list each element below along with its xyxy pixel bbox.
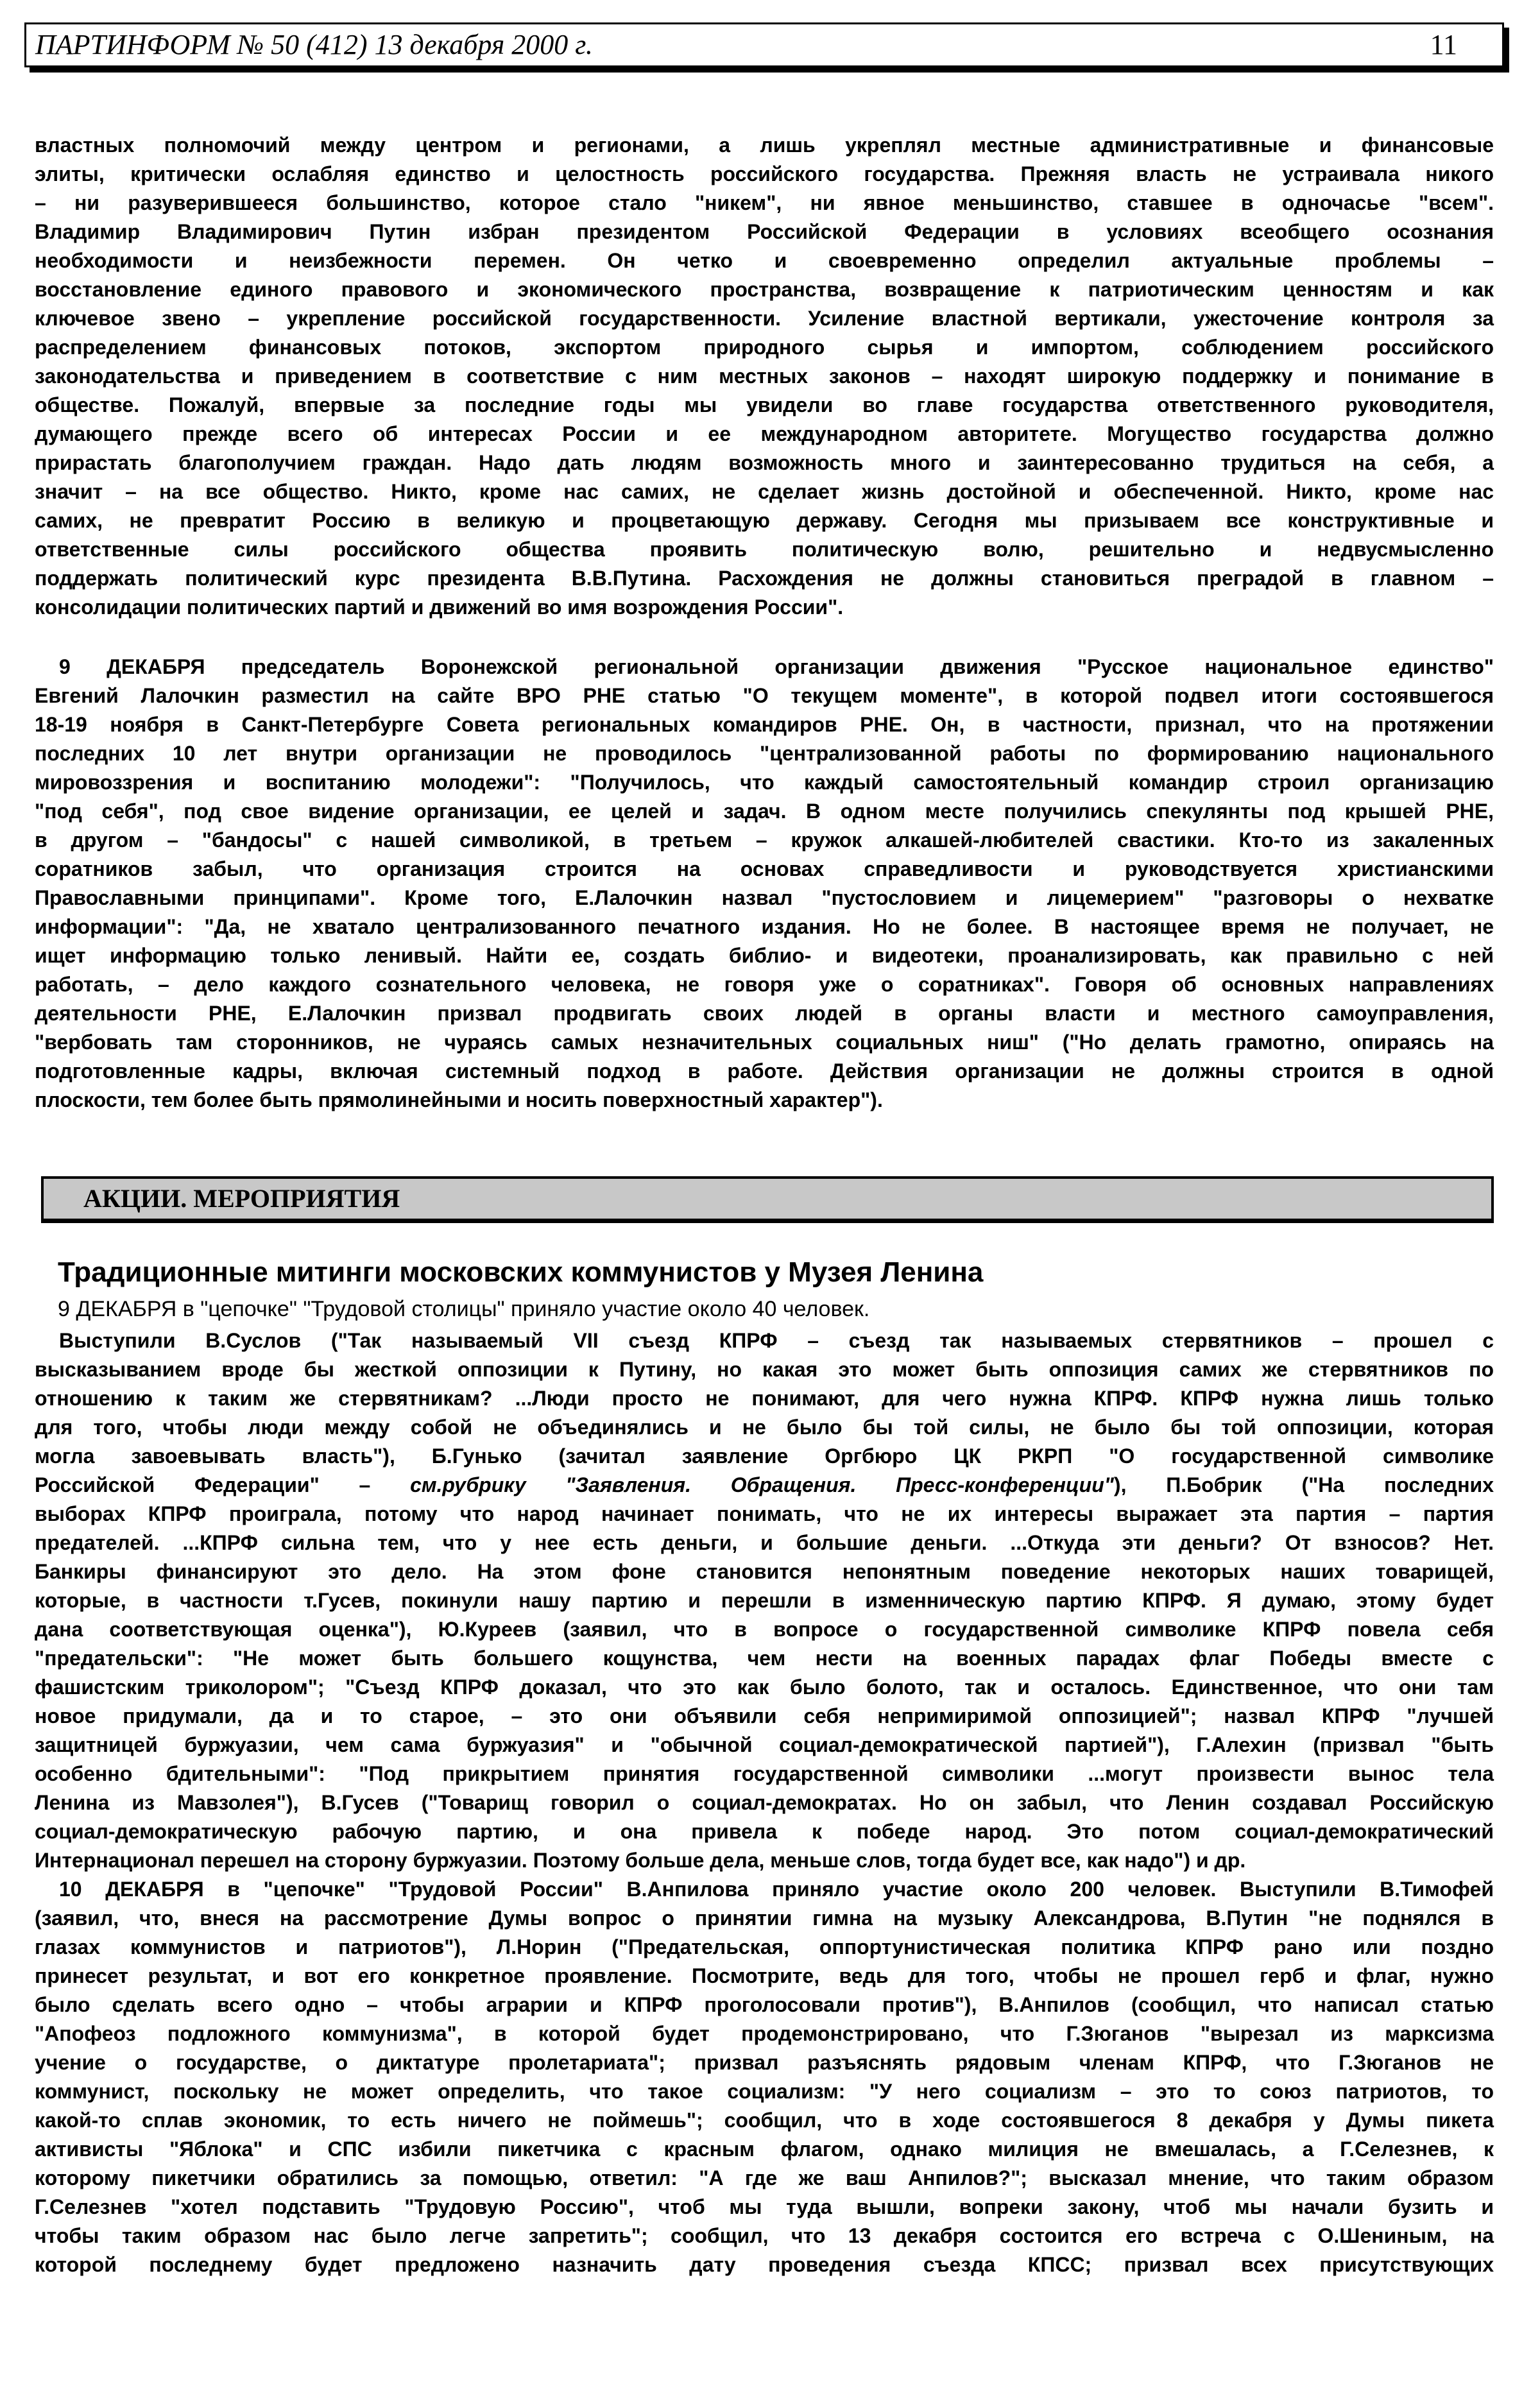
text-line: (заявил, что, внеся на рассмотрение Думы вопрос о принятии гимна на музыку Александрова, В.Путин "не поднялся в: [35, 1906, 1494, 1930]
text-line: Интернационал перешел на сторону буржуазии. Поэтому больше дела, меньше слов, тогда будет все, как надо") и др.: [35, 1849, 1246, 1872]
section-title: АКЦИИ. МЕРОПРИЯТИЯ: [83, 1184, 400, 1213]
text-line: 10 ДЕКАБРЯ в "цепочке" "Трудовой России" В.Анпилова приняло участие около 200 человек. Выступили В.Тимофей: [59, 1878, 1494, 1901]
text-line: распределением финансовых потоков, экспортом природного сырья и импортом, соблюдением российского: [35, 336, 1494, 359]
text-line: поддержать политический курс президента В.В.Путина. Расхождения не должны становиться преградой в главном –: [35, 567, 1494, 590]
text-line: плоскости, тем более быть прямолинейными и носить поверхностный характер").: [35, 1088, 883, 1111]
text-line: в другом – "бандосы" с нашей символикой, в третьем – кружок алкашей-любителей свастики. Кто-то из закаленных: [35, 828, 1494, 852]
article-text-top: [35, 131, 1494, 1115]
text-line: которому пикетчики обратились за помощью, ответил: "А где же ваш Анпилов?"; высказал мнение, что таким образом: [35, 2166, 1494, 2189]
text-line: новое придумали, да и то старое, – это они объявили себя непримиримой оппозицией"; назвал КПРФ "лучшей: [35, 1704, 1494, 1727]
text-line: обществе. Пожалуй, впервые за последние годы мы увидели во главе государства ответственного руководителя,: [35, 393, 1494, 416]
text-line: чтобы таким образом нас было легче запретить"; сообщил, что 13 декабря состоится его встреча с О.Шениным, на: [35, 2224, 1494, 2247]
text-line: коммунист, поскольку не может определить, что такое социализм: "У него социализм – это то союз патриотов, то: [35, 2080, 1494, 2103]
text-line: – ни разуверившееся большинство, которое стало "никем", ни явное меньшинство, ставшее в одночасье "всем".: [35, 191, 1494, 214]
text-line: деятельности РНЕ, Е.Лалочкин призвал продвигать своих людей в органы власти и местного самоуправления,: [35, 1002, 1494, 1025]
text-line: Г.Селезнев "хотел подставить "Трудовую Россию", чтоб мы туда вышли, вопреки закону, чтоб мы начали бузить и: [35, 2195, 1494, 2218]
text-line: самих, не превратит Россию в великую и процветающую державу. Сегодня мы призываем все конструктивные и: [35, 509, 1494, 532]
text-line: Ленина из Мавзолея"), В.Гусев ("Товарищ говорил о социал-демократах. Но он забыл, что Ленин создавал Российскую: [35, 1791, 1494, 1814]
text-line: социал-демократическую рабочую партию, и она привела к победе народ. Это потом социал-демократический: [35, 1820, 1494, 1843]
text-line: предателей. ...КПРФ сильна тем, что у нее есть деньги, и большие деньги. ...Откуда эти деньги? От взносов? Нет.: [35, 1531, 1494, 1554]
text-line: для того, чтобы люди между собой не объединялись и не было бы той силы, не было бы той оппозиции, которая: [35, 1416, 1494, 1439]
article-subtitle: 9 ДЕКАБРЯ в "цепочке" "Трудовой столицы" приняло участие около 40 человек.: [58, 1297, 870, 1321]
text-line: могла завоевывать власть"), Б.Гунько (зачитал заявление Оргбюро ЦК РКРП "О государственной символике: [35, 1444, 1494, 1468]
text-line: высказыванием вроде бы жесткой оппозиции к Путину, но какая это может быть оппозиция самих же стервятников по: [35, 1358, 1494, 1381]
page-header: [24, 22, 1504, 67]
text-line: работать, – дело каждого сознательного человека, не говоря уже о соратниках". Говоря об основных направлениях: [35, 973, 1494, 996]
section-header: [41, 1176, 1494, 1223]
text-line: Православными принципами". Кроме того, Е.Лалочкин назвал "пустословием и лицемерием" "разговоры о нехватке: [35, 886, 1494, 909]
text-line: было сделать всего одно – чтобы аграрии и КПРФ проголосовали против"), В.Анпилов (сообщил, что написал статью: [35, 1993, 1494, 2016]
text-line: мировоззрения и воспитанию молодежи": "Получилось, что каждый самостоятельный командир строил организацию: [35, 771, 1494, 794]
article-title: Традиционные митинги московских коммунистов у Музея Ленина: [58, 1256, 984, 1288]
article-text-bottom: [35, 1326, 1494, 2279]
text-segment: ), П.Бобрик ("На последних: [1113, 1473, 1494, 1496]
text-line: которой последнему будет предложено назначить дату проведения съезда КПСС; призвал всех присутствующих: [35, 2253, 1494, 2276]
paragraph: [35, 1326, 1494, 1875]
text-line: глазах коммунистов и патриотов"), Л.Норин ("Предательская, оппортунистическая политика КПРФ рано или поздно: [35, 1935, 1494, 1958]
text-line: Банкиры финансируют это дело. На этом фоне становится непонятным поведение некоторых наших товарищей,: [35, 1560, 1494, 1583]
page-number: 11: [1430, 29, 1457, 60]
text-line: властных полномочий между центром и регионами, а лишь укреплял местные административные и финансовые: [35, 133, 1494, 157]
text-line: соратников забыл, что организация строится на основах справедливости и руководствуется христианскими: [35, 857, 1494, 880]
text-line: ищет информацию только ленивый. Найти ее, создать библио- и видеотеки, проанализировать, как правильно с ней: [35, 944, 1494, 967]
text-line: ответственные силы российского общества проявить политическую волю, решительно и недвусмысленно: [35, 538, 1494, 561]
paragraph: [35, 131, 1494, 622]
text-line: необходимости и неизбежности перемен. Он четко и своевременно определил актуальные проблемы –: [35, 249, 1494, 272]
text-line: элиты, критически ослабляя единство и целостность российского государства. Прежняя власть не устраивала никого: [35, 162, 1494, 185]
text-line: выборах КПРФ проиграла, потому что народ начинает понимать, что не их интересы выражает эта партия – партия: [35, 1502, 1494, 1525]
text-line: фашистским триколором"; "Съезд КПРФ доказал, что это как было болото, так и осталось. Единственное, что они там: [35, 1675, 1494, 1699]
italic-reference: см.рубрику "Заявления. Обращения. Пресс-конференции": [410, 1473, 1114, 1496]
text-line: "вербовать там сторонников, не чураясь самых незначительных социальных ниш" ("Но делать грамотно, опираясь на: [35, 1031, 1494, 1054]
text-line: дана соответствующая оценка"), Ю.Куреев (заявил, что в вопросе о государственной символике КПРФ повела себя: [35, 1618, 1494, 1641]
text-line: [35, 1471, 1494, 1500]
paragraph: [35, 653, 1494, 1115]
text-line: последних 10 лет внутри организации не проводилось "централизованной работы по формированию национального: [35, 742, 1494, 765]
publication-title: ПАРТИНФОРМ № 50 (412) 13 декабря 2000 г.: [35, 29, 593, 60]
text-line: "под себя", под свое видение организации, ее целей и задач. В одном месте получились спекулянты под крышей РНЕ,: [35, 800, 1494, 823]
text-line: "предательски": "Не может быть большего кощунства, чем нести на военных парадах флаг Победы вместе с: [35, 1647, 1494, 1670]
text-line: законодательства и приведением в соответствие с ним местных законов – находят широкую поддержку и понимание в: [35, 364, 1494, 388]
text-line: "Апофеоз подложного коммунизма", в которой будет продемонстрировано, что Г.Зюганов "вырезал из марксизма: [35, 2022, 1494, 2045]
text-line: консолидации политических партий и движений во имя возрождения России".: [35, 596, 844, 619]
text-line: активисты "Яблока" и СПС избили пикетчика с красным флагом, однако милиция не вмешалась, а Г.Селезнев, к: [35, 2138, 1494, 2161]
text-line: Евгений Лалочкин разместил на сайте ВРО РНЕ статью "О текущем моменте", в которой подвел итоги состоявшегося: [35, 684, 1494, 707]
text-line: значит – на все общество. Никто, кроме нас самих, не сделает жизнь достойной и обеспеченной. Никто, кроме нас: [35, 480, 1494, 503]
text-line: принесет результат, и вот его конкретное проявление. Посмотрите, ведь для того, чтобы не прошел герб и флаг, нужно: [35, 1964, 1494, 1987]
text-line: которые, в частности т.Гусев, покинули нашу партию и перешли в изменническую партию КПРФ. Я думаю, этому будет: [35, 1589, 1494, 1612]
text-line: какой-то сплав экономик, то есть ничего не поймешь"; сообщил, что в ходе состоявшегося 8 декабря у Думы пикета: [35, 2109, 1494, 2132]
text-line: подготовленные кадры, включая системный подход в работе. Действия организации не должны строится в одной: [35, 1059, 1494, 1083]
text-line: информации": "Да, не хватало централизованного печатного издания. Но не более. В настоящее время не получает, не: [35, 915, 1494, 938]
text-segment: Российской Федерации" –: [35, 1473, 411, 1496]
text-line: учение о государстве, о диктатуре пролетариата"; призвал разъяснять рядовым членам КПРФ, что Г.Зюганов не: [35, 2051, 1494, 2074]
text-line: защитницей буржуазии, чем сама буржуазия" и "обычной социал-демократической партией"), Г.Алехин (призвал "быть: [35, 1733, 1494, 1756]
text-line: думающего прежде всего об интересах России и ее международном авторитете. Могущество государства должно: [35, 422, 1494, 445]
text-line: Выступили В.Суслов ("Так называемый VII съезд КПРФ – съезд так называемых стервятников – прошел с: [59, 1329, 1494, 1352]
text-line: прирастать благополучием граждан. Надо дать людям возможность много и заинтересованно трудиться на себя, а: [35, 451, 1494, 474]
text-line: Владимир Владимирович Путин избран президентом Российской Федерации в условиях всеобщего осознания: [35, 220, 1494, 243]
text-line: особенно бдительными": "Под прикрытием принятия государственной символики ...могут произвести вынос тела: [35, 1762, 1494, 1785]
text-line: отношению к таким же стервятникам? ...Люди просто не понимают, для чего нужна КПРФ. КПРФ нужна лишь только: [35, 1387, 1494, 1410]
text-line: 18-19 ноября в Санкт-Петербурге Совета региональных командиров РНЕ. Он, в частности, признал, что на протяжении: [35, 713, 1494, 736]
text-line: 9 ДЕКАБРЯ председатель Воронежской региональной организации движения "Русское национальное единство": [59, 655, 1494, 678]
paragraph: [35, 1875, 1494, 2279]
text-line: восстановление единого правового и экономического пространства, возвращение к патриотическим ценностям и как: [35, 278, 1494, 301]
text-line: ключевое звено – укрепление российской государственности. Усиление властной вертикали, ужесточение контроля за: [35, 307, 1494, 330]
